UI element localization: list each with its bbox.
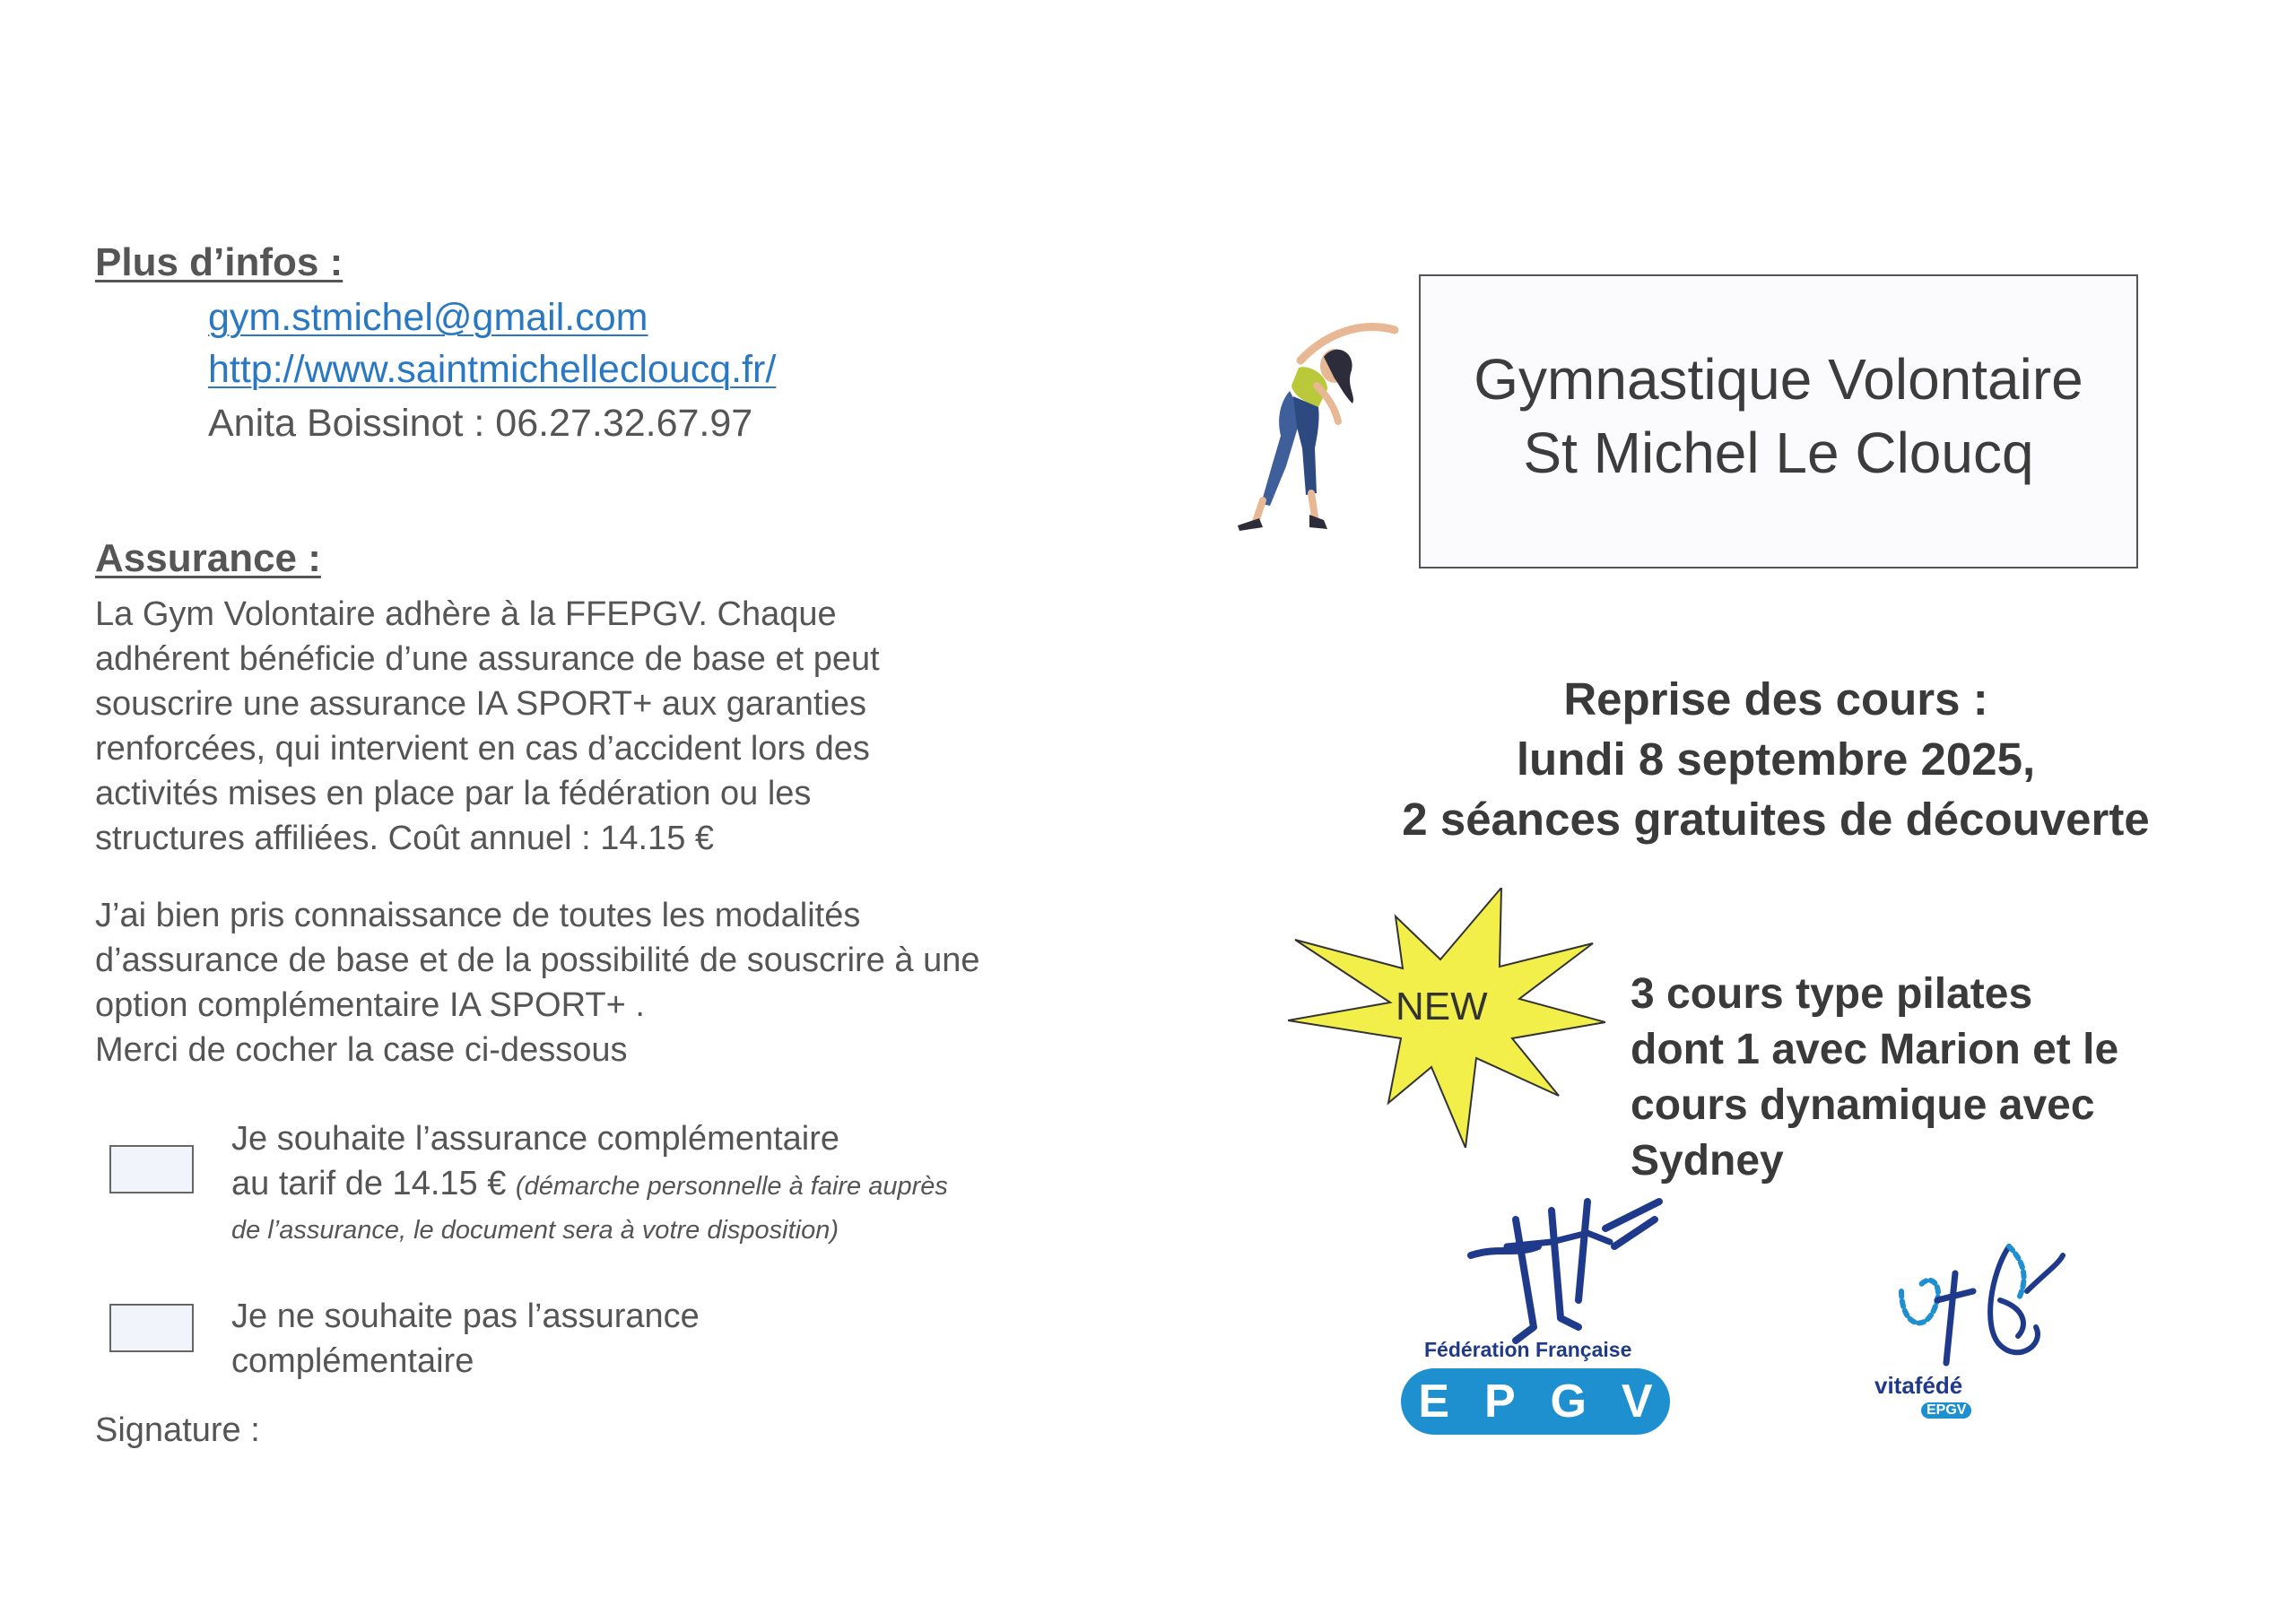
acknowledgement-line: J’ai bien pris connaissance de toutes les modalités xyxy=(95,897,861,934)
acknowledgement-line: option complémentaire IA SPORT+ . xyxy=(95,986,645,1024)
ffepgv-caption: Fédération Française xyxy=(1424,1338,1632,1361)
option-complementary-line1: Je souhaite l’assurance complémentaire xyxy=(231,1120,840,1158)
acknowledgement-line: d’assurance de base et de la possibilité de souscrire à une xyxy=(95,942,980,979)
option-decline-line2: complémentaire xyxy=(231,1342,474,1380)
vitafede-epgv-badge: EPGV xyxy=(1921,1402,1971,1419)
epgv-letter: P xyxy=(1483,1376,1516,1428)
epgv-pill xyxy=(1401,1368,1670,1435)
acknowledgement-paragraph xyxy=(95,893,980,1072)
vitafede-swirl-icon xyxy=(1892,1237,2072,1372)
email-link[interactable]: gym.stmichel@gmail.com xyxy=(208,296,648,339)
pilates-line: 3 cours type pilates xyxy=(1631,970,2033,1018)
pilates-line: Sydney xyxy=(1631,1137,1784,1185)
new-badge-label: NEW xyxy=(1396,985,1488,1028)
option-decline-line1: Je ne souhaite pas l’assurance xyxy=(231,1298,700,1335)
vitafede-logo xyxy=(1874,1237,2072,1435)
pilates-line: cours dynamique avec xyxy=(1631,1081,2095,1129)
option-complementary-note: (démarche personnelle à faire auprès xyxy=(515,1172,948,1201)
info-heading: Plus d’infos : xyxy=(95,240,344,284)
acknowledgement-line: Merci de cocher la case ci-dessous xyxy=(95,1031,628,1069)
pilates-announcement xyxy=(1631,967,2118,1189)
epgv-letter: E xyxy=(1418,1376,1450,1428)
reprise-line3: 2 séances gratuites de découverte xyxy=(1402,794,2150,845)
assurance-line: adhérent bénéficie d’une assurance de base et peut xyxy=(95,640,880,678)
assurance-line: renforcées, qui intervient en cas d’accident lors des xyxy=(95,730,870,768)
option-complementary-checkbox[interactable] xyxy=(109,1145,194,1193)
pilates-line: dont 1 avec Marion et le xyxy=(1631,1026,2119,1073)
contact-phone: Anita Boissinot : 06.27.32.67.97 xyxy=(208,402,753,445)
website-link[interactable]: http://www.saintmichellecloucq.fr/ xyxy=(208,348,777,391)
assurance-paragraph xyxy=(95,592,880,861)
option-complementary-note2: de l’assurance, le document sera à votre disposition) xyxy=(231,1216,839,1245)
epgv-letter: G xyxy=(1550,1376,1587,1428)
vitafede-name: vitafédé xyxy=(1874,1372,1963,1399)
signature-label: Signature : xyxy=(95,1411,260,1449)
ffepgv-logo xyxy=(1399,1193,1686,1444)
assurance-line: souscrire une assurance IA SPORT+ aux garanties xyxy=(95,685,867,723)
club-title-line2: St Michel Le Cloucq xyxy=(1523,421,2034,485)
assurance-heading: Assurance : xyxy=(95,536,321,580)
assurance-line: structures affiliées. Coût annuel : 14.15 € xyxy=(95,820,715,857)
reprise-line2: lundi 8 septembre 2025, xyxy=(1516,733,2036,785)
club-title-box xyxy=(1419,274,2138,568)
assurance-line: activités mises en place par la fédération ou les xyxy=(95,775,812,812)
ffepgv-figures-icon xyxy=(1453,1193,1668,1345)
option-complementary-price: au tarif de 14.15 € xyxy=(231,1165,507,1202)
option-decline-checkbox[interactable] xyxy=(109,1304,194,1352)
club-title-line1: Gymnastique Volontaire xyxy=(1474,347,2083,412)
reprise-line1: Reprise des cours : xyxy=(1563,673,1988,725)
gymnast-illustration xyxy=(1193,314,1408,538)
assurance-line: La Gym Volontaire adhère à la FFEPGV. Chaque xyxy=(95,595,837,633)
epgv-letter: V xyxy=(1621,1376,1653,1428)
option-complementary-line2 xyxy=(231,1161,948,1209)
